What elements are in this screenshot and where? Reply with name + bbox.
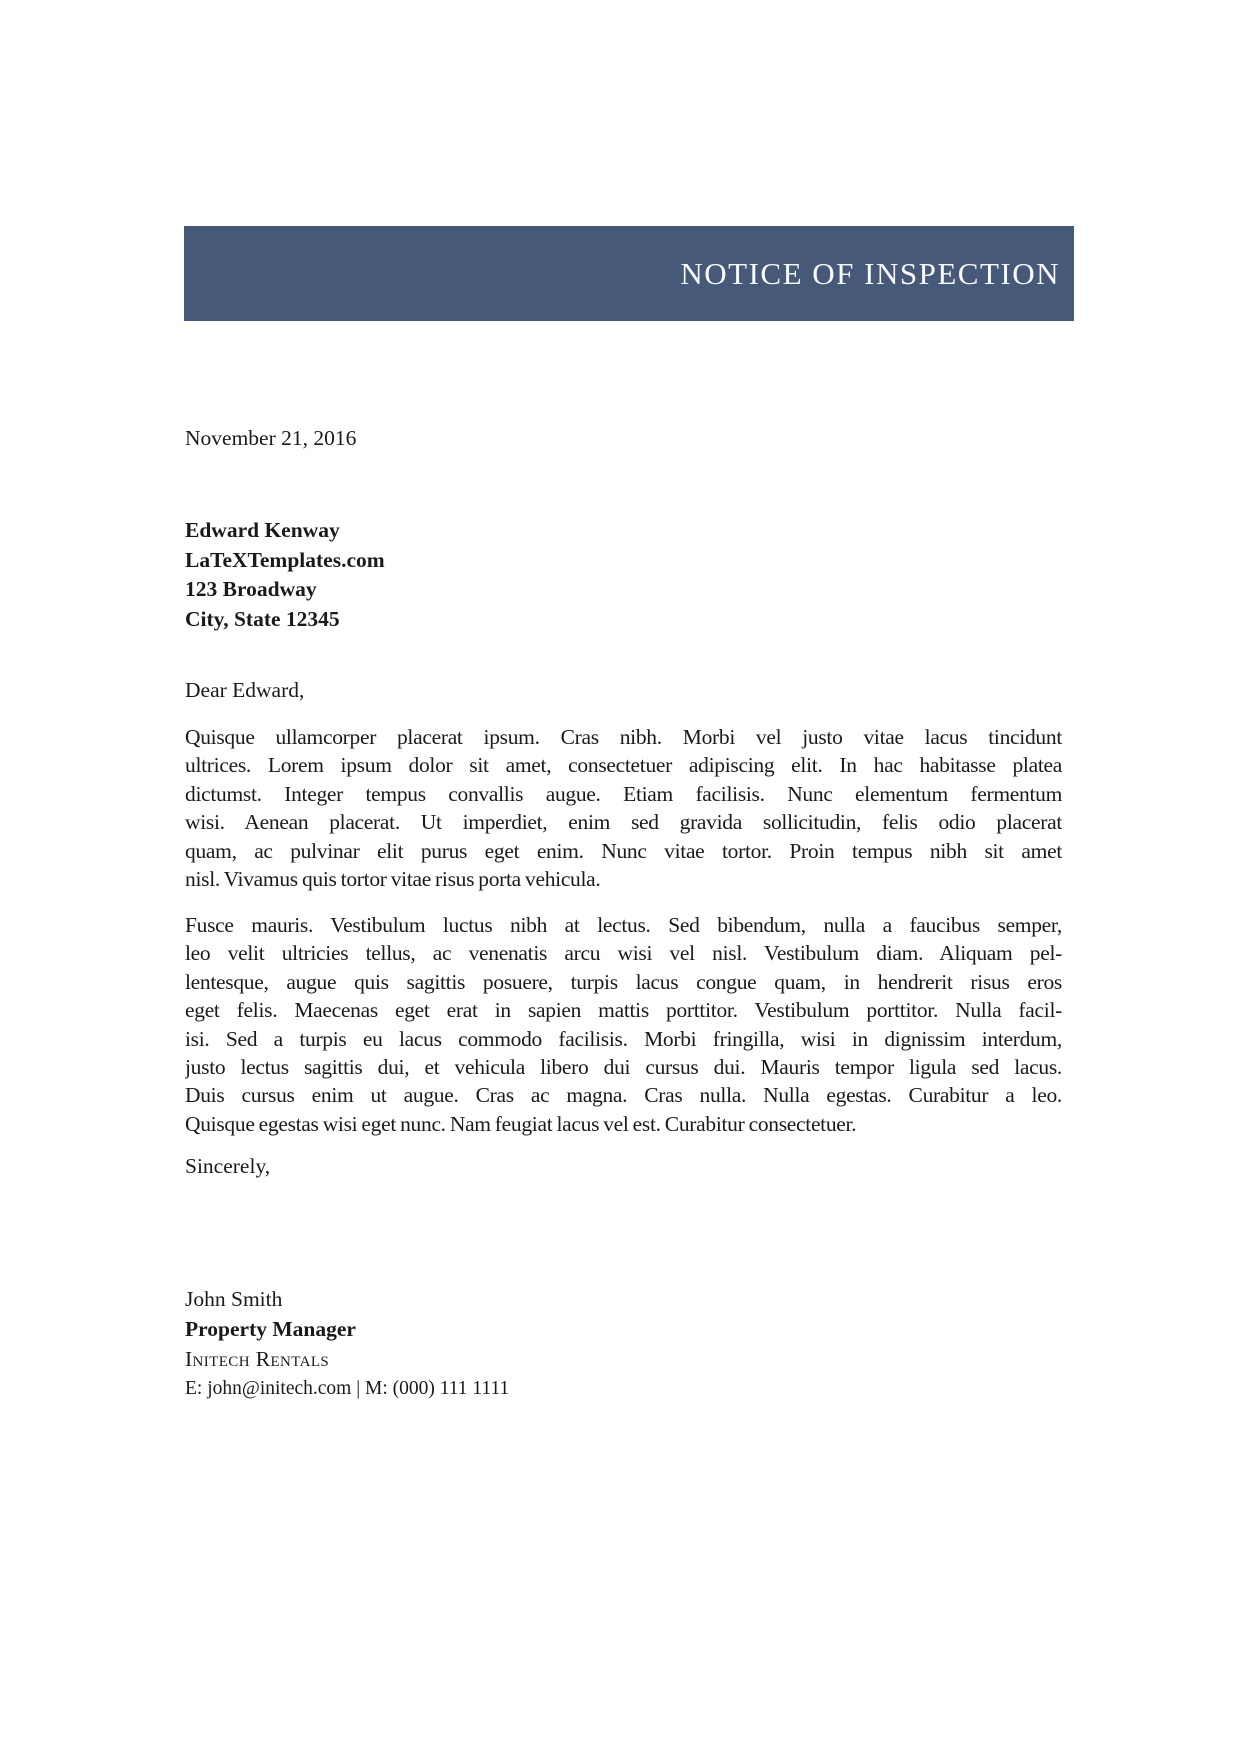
paragraph-line: justo lectus sagittis dui, et vehicula libero dui cursus dui. Mauris tempor ligula sed lacus. (185, 1054, 1062, 1079)
body-paragraph-1 (185, 723, 1062, 893)
recipient-company: LaTeXTemplates.com (185, 547, 385, 572)
signature-block (185, 1284, 1062, 1404)
letter-title: NOTICE OF INSPECTION (680, 255, 1060, 291)
paragraph-line: ultrices. Lorem ipsum dolor sit amet, consectetuer adipiscing elit. In hac habitasse platea (185, 753, 1062, 778)
paragraph-line: Fusce mauris. Vestibulum luctus nibh at lectus. Sed bibendum, nulla a faucibus semper, (185, 913, 1062, 937)
closing: Sincerely, (185, 1154, 271, 1178)
signature-company: Initech Rentals (185, 1347, 330, 1371)
paragraph-line: nisl. Vivamus quis tortor vitae risus porta vehicula. (185, 866, 601, 891)
paragraph-line: wisi. Aenean placerat. Ut imperdiet, enim sed gravida sollicitudin, felis odio placerat (185, 810, 1062, 835)
signature-role: Property Manager (185, 1317, 356, 1341)
recipient-name: Edward Kenway (185, 518, 340, 542)
recipient-city: City, State 12345 (185, 606, 340, 631)
letter-title-banner (184, 226, 1074, 321)
signature-name: John Smith (185, 1287, 283, 1311)
recipient-street: 123 Broadway (185, 577, 317, 601)
body-paragraph-2 (185, 911, 1062, 1138)
paragraph-line: dictumst. Integer tempus convallis augue. Etiam facilisis. Nunc elementum fermentum (185, 781, 1062, 806)
paragraph-line: isi. Sed a turpis eu lacus commodo facilisis. Morbi fringilla, wisi in dignissim interdum, (185, 1026, 1062, 1051)
paragraph-line: Quisque ullamcorper placerat ipsum. Cras nibh. Morbi vel justo vitae lacus tincidunt (185, 725, 1062, 749)
letter-date: November 21, 2016 (185, 426, 357, 450)
paragraph-line: Quisque egestas wisi eget nunc. Nam feugiat lacus vel est. Curabitur consectetuer. (185, 1111, 857, 1136)
paragraph-line: eget felis. Maecenas eget erat in sapien mattis porttitor. Vestibulum porttitor. Nulla facil- (185, 998, 1062, 1023)
signature-contact: E: john@initech.com | M: (000) 111 1111 (185, 1378, 510, 1399)
recipient-address-block (185, 516, 1062, 634)
salutation: Dear Edward, (185, 678, 305, 702)
paragraph-line: Duis cursus enim ut augue. Cras ac magna. Cras nulla. Nulla egestas. Curabitur a leo. (185, 1083, 1062, 1108)
paragraph-line: quam, ac pulvinar elit purus eget enim. Nunc vitae tortor. Proin tempus nibh sit amet (185, 838, 1062, 863)
paragraph-line: leo velit ultricies tellus, ac venenatis arcu wisi vel nisl. Vestibulum diam. Aliquam pel- (185, 941, 1062, 966)
paragraph-line: lentesque, augue quis sagittis posuere, turpis lacus congue quam, in hendrerit risus eros (185, 969, 1062, 994)
